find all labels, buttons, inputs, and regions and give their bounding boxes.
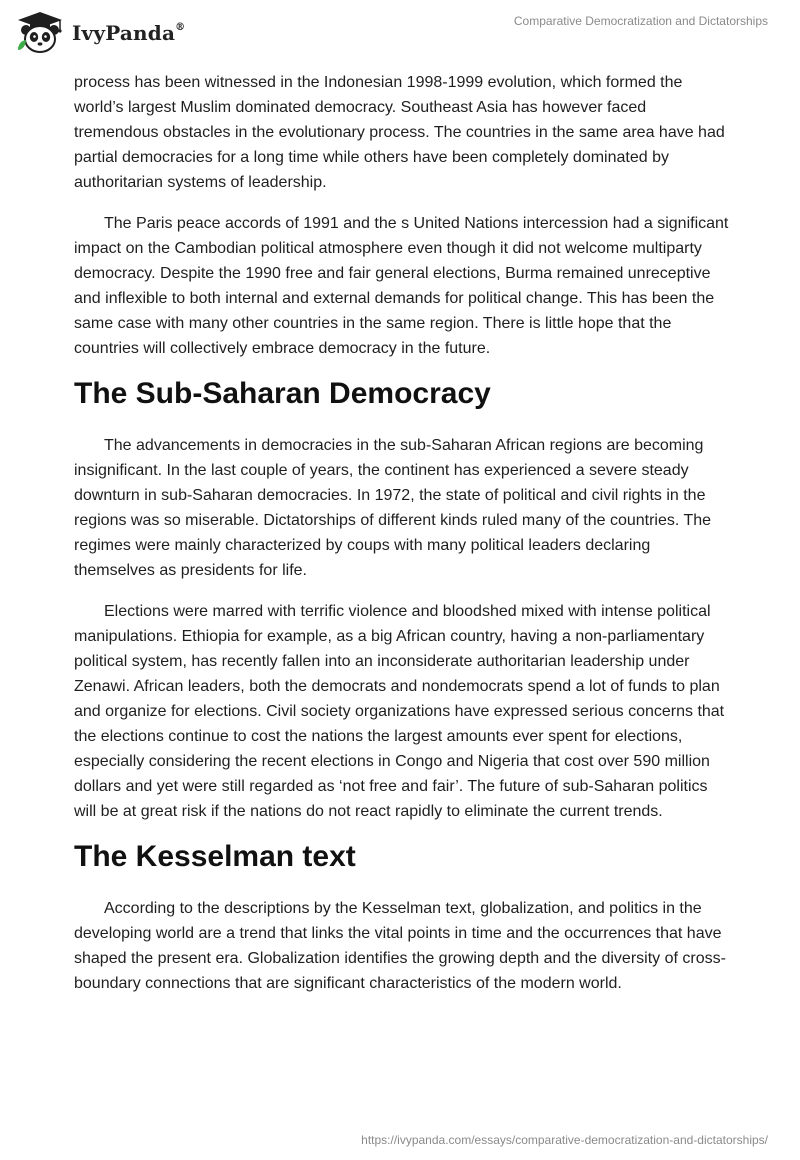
- source-url[interactable]: https://ivypanda.com/essays/comparative-democratization-and-dictatorships/: [361, 1133, 768, 1147]
- document-title: Comparative Democratization and Dictatorships: [513, 14, 768, 28]
- paragraph-indonesia: process has been witnessed in the Indonesian 1998-1999 evolution, which formed the world’s largest Muslim dominated democracy. Southeast Asia has however faced tremendous obstacles in the evolutionary process. The countries in the same area have had partial democracies for a long time while others have been completely dominated by authoritarian systems of leadership.: [74, 74, 725, 191]
- brand-name: IvyPanda®: [72, 21, 186, 45]
- paragraph-sub-saharan-1: The advancements in democracies in the sub-Saharan African regions are becoming insignificant. In the last couple of years, the continent has experienced a severe steady downturn in sub-Saharan democracies. In 1972, the state of political and civil rights in the regions was so miserable. Dictatorships of different kinds ruled many of the countries. The regimes were mainly characterized by coups with many political leaders declaring themselves as presidents for life.: [74, 437, 712, 579]
- ivypanda-logo[interactable]: [14, 10, 185, 54]
- heading-sub-saharan: The Sub-Saharan Democracy: [74, 377, 491, 410]
- heading-kesselman: The Kesselman text: [74, 840, 356, 873]
- panda-graduate-icon: [14, 10, 66, 54]
- paragraph-kesselman: According to the descriptions by the Kesselman text, globalization, and politics in the developing world are a trend that links the vital points in time and the occurrences that have shaped the present era. Globalization identifies the growing depth and the diversity of cross-boundary connections that are significant characteristics of the modern world.: [74, 900, 726, 992]
- paragraph-cambodia: The Paris peace accords of 1991 and the s United Nations intercession had a significant impact on the Cambodian political atmosphere even though it did not welcome multiparty democracy. Despite the 1990 free and fair general elections, Burma remained unreceptive and inflexible to both internal and external demands for political change. This has been the same case with many other countries in the same region. There is little hope that the countries will collectively embrace democracy in the future.: [74, 215, 729, 357]
- article-body: [74, 70, 734, 1012]
- paragraph-sub-saharan-2: Elections were marred with terrific violence and bloodshed mixed with intense political manipulations. Ethiopia for example, as a big African country, having a non-parliamentary political system, has recently fallen into an inconsiderate authoritarian leadership under Zenawi. African leaders, both the democrats and nondemocrats spend a lot of funds to plan and organize for elections. Civil society organizations have expressed serious concerns that the elections continue to cost the nations the largest amounts ever spent for elections, especially considering the recent elections in Congo and Nigeria that cost over 590 million dollars and yet were still regarded as ‘not free and fair’. The future of sub-Saharan politics will be at great risk if the nations do not react rapidly to eliminate the current trends.: [74, 603, 725, 820]
- page-header: [0, 0, 800, 66]
